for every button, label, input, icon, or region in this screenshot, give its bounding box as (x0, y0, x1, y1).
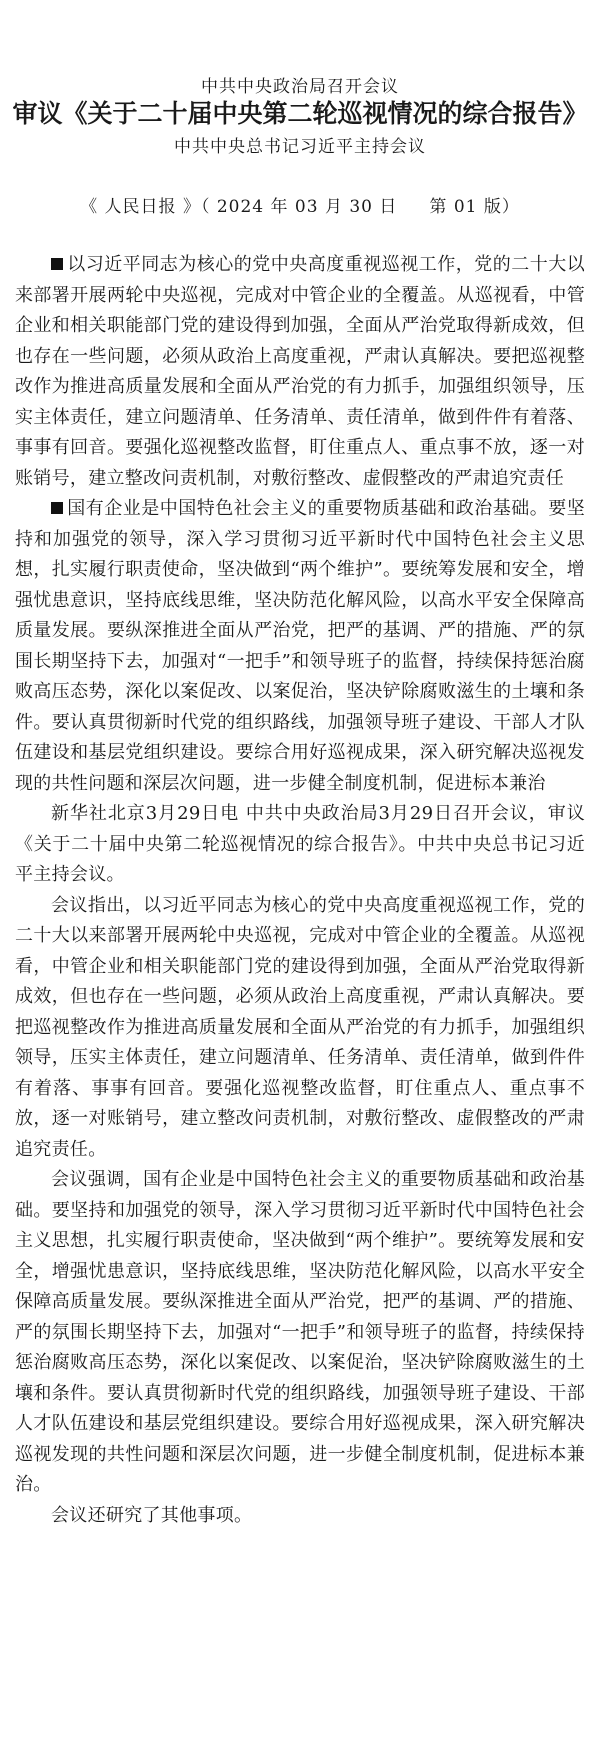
article-paragraph-meeting-noted: 会议指出，以习近平同志为核心的党中央高度重视巡视工作，党的二十大以来部署开展两轮中央巡视，完成对中管企业的全覆盖。从巡视看，中管企业和相关职能部门党的建设得到加强，全面从严治党取得新成效，但也存在一些问题，必须从政治上高度重视，严肃认真解决。要把巡视整改作为推进高质量发展和全面从严治党的有力抓手，加强组织领导，压实主体责任，建立问题清单、任务清单、责任清单，做到件件有着落、事事有回音。要强化巡视整改监督，盯住重点人、重点事不放，逐一对账销号，建立整改问责机制，对敷衍整改、虚假整改的严肃追究责任。 (15, 894, 585, 1160)
summary-bullet-2 (15, 494, 585, 799)
article-paragraph-dateline: 新华社北京3月29日电 中共中央政治局3月29日召开会议，审议《关于二十届中央第二轮巡视情况的综合报告》。中共中央总书记习近平主持会议。 (15, 803, 585, 885)
summary-bullet-2-text: 国有企业是中国特色社会主义的重要物质基础和政治基础。要坚持和加强党的领导，深入学习贯彻习近平新时代中国特色社会主义思想，扎实履行职责使命，坚决做到“两个维护”。要统筹发展和安全，增强忧患意识，坚持底线思维，坚决防范化解风险，以高水平安全保障高质量发展。要纵深推进全面从严治党，把严的基调、严的措施、严的氛围长期坚持下去，加强对“一把手”和领导班子的监督，持续保持惩治腐败高压态势，深化以案促改、以案促治，坚决铲除腐败滋生的土壤和条件。要认真贯彻新时代党的组织路线，加强领导班子建设、干部人才队伍建设和基层党组织建设。要综合用好巡视成果，深入研究解决巡视发现的共性问题和深层次问题，进一步健全制度机制，促进标本兼治 (15, 498, 585, 794)
square-bullet-icon (51, 502, 63, 514)
headline: 审议《关于二十届中央第二轮巡视情况的综合报告》 (12, 99, 588, 128)
kicker-line: 中共中央政治局召开会议 (201, 77, 399, 97)
summary-bullet-1 (15, 250, 585, 494)
article-paragraph-closing: 会议还研究了其他事项。 (51, 1504, 253, 1526)
article-body (15, 250, 585, 1531)
summary-bullet-1-text: 以习近平同志为核心的党中央高度重视巡视工作，党的二十大以来部署开展两轮中央巡视，完成对中管企业的全覆盖。从巡视看，中管企业和相关职能部门党的建设得到加强，全面从严治党取得新成效，但也存在一些问题，必须从政治上高度重视，严肃认真解决。要把巡视整改作为推进高质量发展和全面从严治党的有力抓手，加强组织领导，压实主体责任，建立问题清单、任务清单、责任清单，做到件件有着落、事事有回音。要强化巡视整改监督，盯住重点人、重点事不放，逐一对账销号，建立整改问责机制，对敷衍整改、虚假整改的严肃追究责任 (15, 254, 585, 489)
article-paragraph-meeting-stressed: 会议强调，国有企业是中国特色社会主义的重要物质基础和政治基础。要坚持和加强党的领导，深入学习贯彻习近平新时代中国特色社会主义思想，扎实履行职责使命，坚决做到“两个维护”。要统筹发展和安全，增强忧患意识，坚持底线思维，坚决防范化解风险，以高水平安全保障高质量发展。要纵深推进全面从严治党，把严的基调、严的措施、严的氛围长期坚持下去，加强对“一把手”和领导班子的监督，持续保持惩治腐败高压态势，深化以案促改、以案促治，坚决铲除腐败滋生的土壤和条件。要认真贯彻新时代党的组织路线，加强领导班子建设、干部人才队伍建设和基层党组织建设。要综合用好巡视成果，深入研究解决巡视发现的共性问题和深层次问题，进一步健全制度机制，促进标本兼治。 (15, 1169, 585, 1495)
source-line: 《 人民日报 》（ 2024 年 03 月 30 日 第 01 版） (80, 197, 520, 217)
subheadline: 中共中央总书记习近平主持会议 (174, 137, 426, 157)
square-bullet-icon (51, 258, 63, 270)
